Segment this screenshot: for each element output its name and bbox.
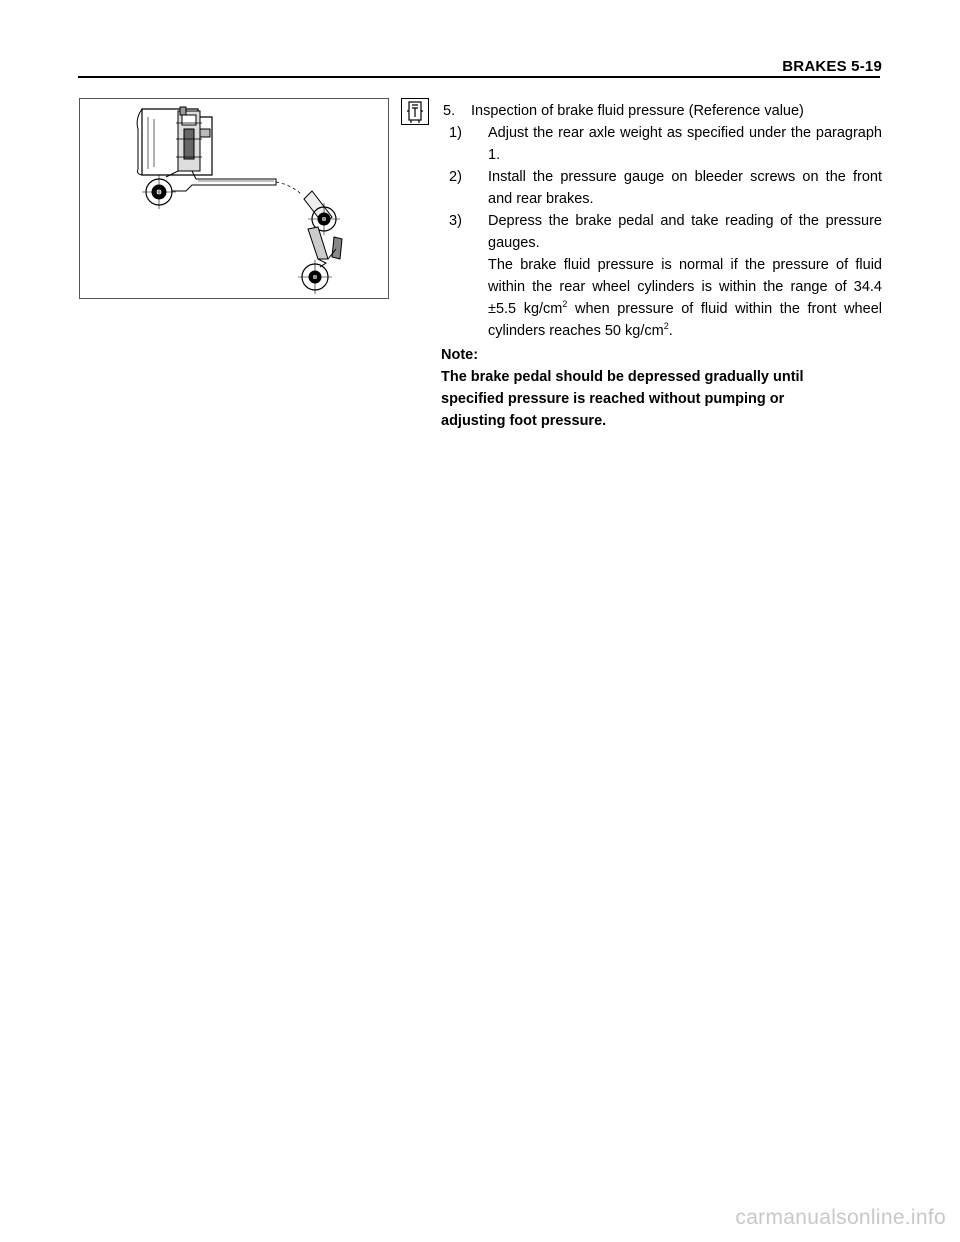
superscript: 2 [562, 299, 568, 309]
para-text-2: when pressure of fluid within the front wheel cylinders reaches 50 kg/cm [488, 301, 882, 339]
step-number: 5. [443, 103, 456, 119]
step-title: Inspection of brake fluid pressure (Reference value) [471, 103, 804, 119]
superscript: 2 [663, 321, 669, 331]
note-text: The brake pedal should be depressed gradually until specified pressure is reached without pumping or adjusting foot pressure. [441, 369, 804, 429]
substep-number: 3) [449, 213, 462, 229]
para-text-3: . [668, 323, 673, 339]
wrench-icon [402, 99, 428, 124]
pressure-criteria-paragraph [441, 254, 882, 342]
substep-number: 1) [449, 125, 462, 141]
para-text-1: The brake fluid pressure is normal if the pressure of fluid within the rear wheel cylinders is within the range of 34.4 ±5.5 kg/cm [488, 257, 882, 317]
substep-text: Depress the brake pedal and take reading of the pressure gauges. [488, 213, 882, 251]
tool-icon [401, 98, 429, 125]
substep-text: Adjust the rear axle weight as specified under the paragraph 1. [488, 125, 882, 163]
substep-number: 2) [449, 169, 462, 185]
substep-1 [441, 122, 882, 166]
substep-3 [441, 210, 882, 254]
brake-valve-figure [79, 98, 389, 299]
watermark: carmanualsonline.info [735, 1206, 946, 1229]
inspection-section [441, 100, 882, 432]
step-5 [441, 100, 882, 122]
page-header-title: BRAKES 5-19 [782, 58, 882, 75]
brake-valve-linkage-diagram [80, 99, 388, 298]
header-rule [78, 76, 880, 78]
substep-2 [441, 166, 882, 210]
note-heading: Note: [441, 347, 479, 363]
substep-text: Install the pressure gauge on bleeder screws on the front and rear brakes. [488, 169, 882, 207]
